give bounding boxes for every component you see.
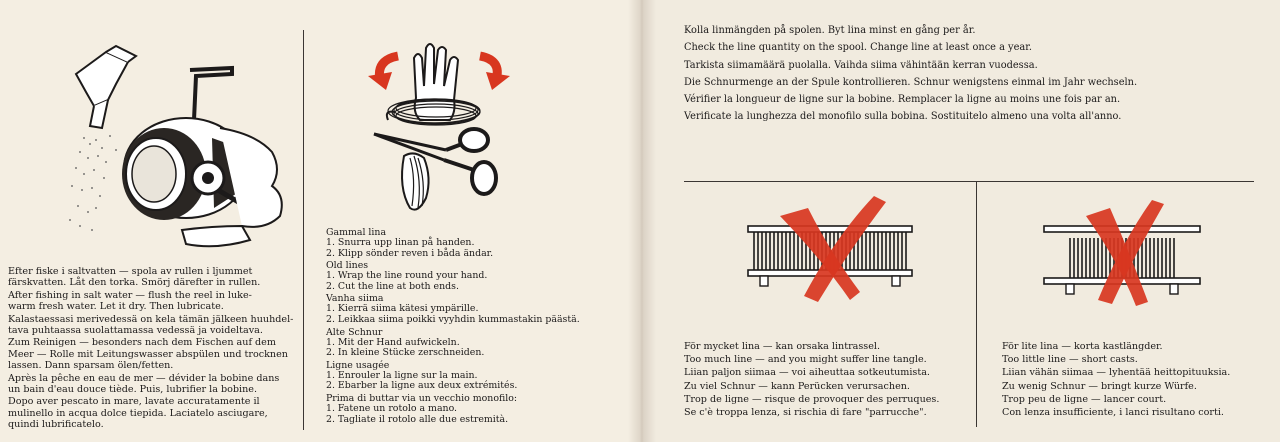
too-much-line-text-fi: Liian paljon siimaa — voi aiheuttaa sotkeutumista. (684, 367, 930, 379)
old-line-step: 2. Cut the line at both ends. (326, 280, 459, 292)
old-line-step: 1. Enrouler la ligne sur la main. (326, 369, 478, 381)
check-line-text-en: Check the line quantity on the spool. Change line at least once a year. (684, 42, 1032, 54)
check-line-instructions (684, 22, 1137, 126)
too-little-line-text-fr: Trop peu de ligne — lancer court. (1002, 393, 1167, 405)
cleaning-text-fi: Kalastaessasi merivedessä on kela tämän jälkeen huuhdel- tava puhtaassa suolattamassa vedessä ja voideltava. (8, 313, 294, 337)
cleaning-text-fr: Après la pêche en eau de mer — dévider la bobine dans un bain d'eau douce tiède. Puis, lubrifier la bobine. (8, 372, 280, 396)
page-gutter (628, 0, 656, 442)
too-little-line-text-en: Too little line — short casts. (1002, 354, 1138, 366)
too-little-line-text-fi: Liian vähän siimaa — lyhentää heittopituuksia. (1002, 367, 1231, 379)
cleaning-text-it: Dopo aver pescato in mare, lavate accuratamente il mulinello in acqua dolce tiepida. Laciatelo asciugare, quindi lubrificatelo. (8, 396, 268, 431)
hand-cut-illustration (364, 38, 514, 218)
column-divider (976, 181, 977, 427)
old-line-step: 1. Wrap the line round your hand. (326, 270, 488, 282)
old-line-heading-sv: Gammal lina (326, 227, 387, 238)
underfilled-spool-illustration (1036, 198, 1206, 308)
old-line-heading-en: Old lines (326, 260, 369, 272)
old-line-step: 1. Snurra upp linan på handen. (326, 237, 475, 248)
too-much-line-text-de: Zu viel Schnur — kann Perücken verursachen. (684, 380, 910, 392)
too-little-line-caption (1002, 340, 1230, 419)
old-line-step: 1. Mit der Hand aufwickeln. (326, 336, 460, 348)
check-line-text-fr: Vérifier la longueur de ligne sur la bobine. Remplacer la ligne au moins une fois par an. (684, 94, 1121, 106)
old-line-step: 2. In kleine Stücke zerschneiden. (326, 347, 485, 359)
old-line-step: 2. Klipp sönder reven i båda ändar. (326, 247, 494, 259)
old-line-heading-fr: Ligne usagée (326, 359, 390, 371)
old-line-step: 2. Leikkaa siima poikki vyyhdin kummastakin päästä. (326, 313, 580, 325)
check-line-text-de: Die Schnurmenge an der Spule kontrollieren. Schnur wenigstens einmal im Jahr wechseln. (684, 76, 1138, 88)
too-much-line-caption (684, 340, 939, 419)
check-line-text-it: Verificate la lunghezza del monofilo sulla bobina. Sostituitelo almeno una volta all'anno. (684, 111, 1122, 123)
too-much-line-text-sv: För mycket lina — kan orsaka lintrassel. (684, 341, 881, 352)
cleaning-instructions (8, 266, 300, 432)
reel-rinse-illustration (36, 40, 298, 252)
check-line-text-sv: Kolla linmängden på spolen. Byt lina minst en gång per år. (684, 25, 976, 36)
cleaning-text-en: After fishing in salt water — flush the reel in luke- warm fresh water. Let it dry. Then lubricate. (8, 289, 252, 313)
old-line-step: 2. Tagliate il rotolo alle due estremità. (326, 413, 509, 425)
old-line-instructions (326, 226, 626, 425)
old-line-step: 1. Fatene un rotolo a mano. (326, 402, 458, 414)
too-much-line-text-it: Se c'è troppa lenza, si rischia di fare "parrucche". (684, 407, 927, 419)
overfilled-spool-illustration (740, 196, 920, 304)
old-line-heading-it: Prima di buttar via un vecchio monofilo: (326, 392, 518, 404)
old-line-heading-de: Alte Schnur (326, 326, 383, 338)
cleaning-text-sv: Efter fiske i saltvatten — spola av rullen i ljummet färskvatten. Låt den torka. Smörj därefter in rullen. (8, 266, 261, 289)
too-much-line-text-en: Too much line — and you might suffer line tangle. (684, 354, 927, 366)
check-line-text-fi: Tarkista siimamäärä puolalla. Vaihda siima vähintään kerran vuodessa. (684, 59, 1038, 71)
old-line-heading-fi: Vanha siima (326, 293, 384, 305)
old-line-step: 2. Ebarber la ligne aux deux extrémités. (326, 380, 518, 392)
too-much-line-text-fr: Trop de ligne — risque de provoquer des perruques. (684, 393, 940, 405)
column-divider (303, 30, 304, 430)
too-little-line-text-de: Zu wenig Schnur — bringt kurze Würfe. (1002, 380, 1197, 392)
horizontal-rule (684, 181, 1254, 182)
cleaning-text-de: Zum Reinigen — besonders nach dem Fischen auf dem Meer — Rolle mit Leitungswasser abspülen und trocknen lassen. Dann sparsam ölen/fetten. (8, 337, 288, 372)
too-little-line-text-it: Con lenza insufficiente, i lanci risultano corti. (1002, 407, 1224, 419)
too-little-line-text-sv: För lite lina — korta kastlängder. (1002, 341, 1163, 352)
old-line-step: 1. Kierrä siima kätesi ympärille. (326, 303, 479, 315)
